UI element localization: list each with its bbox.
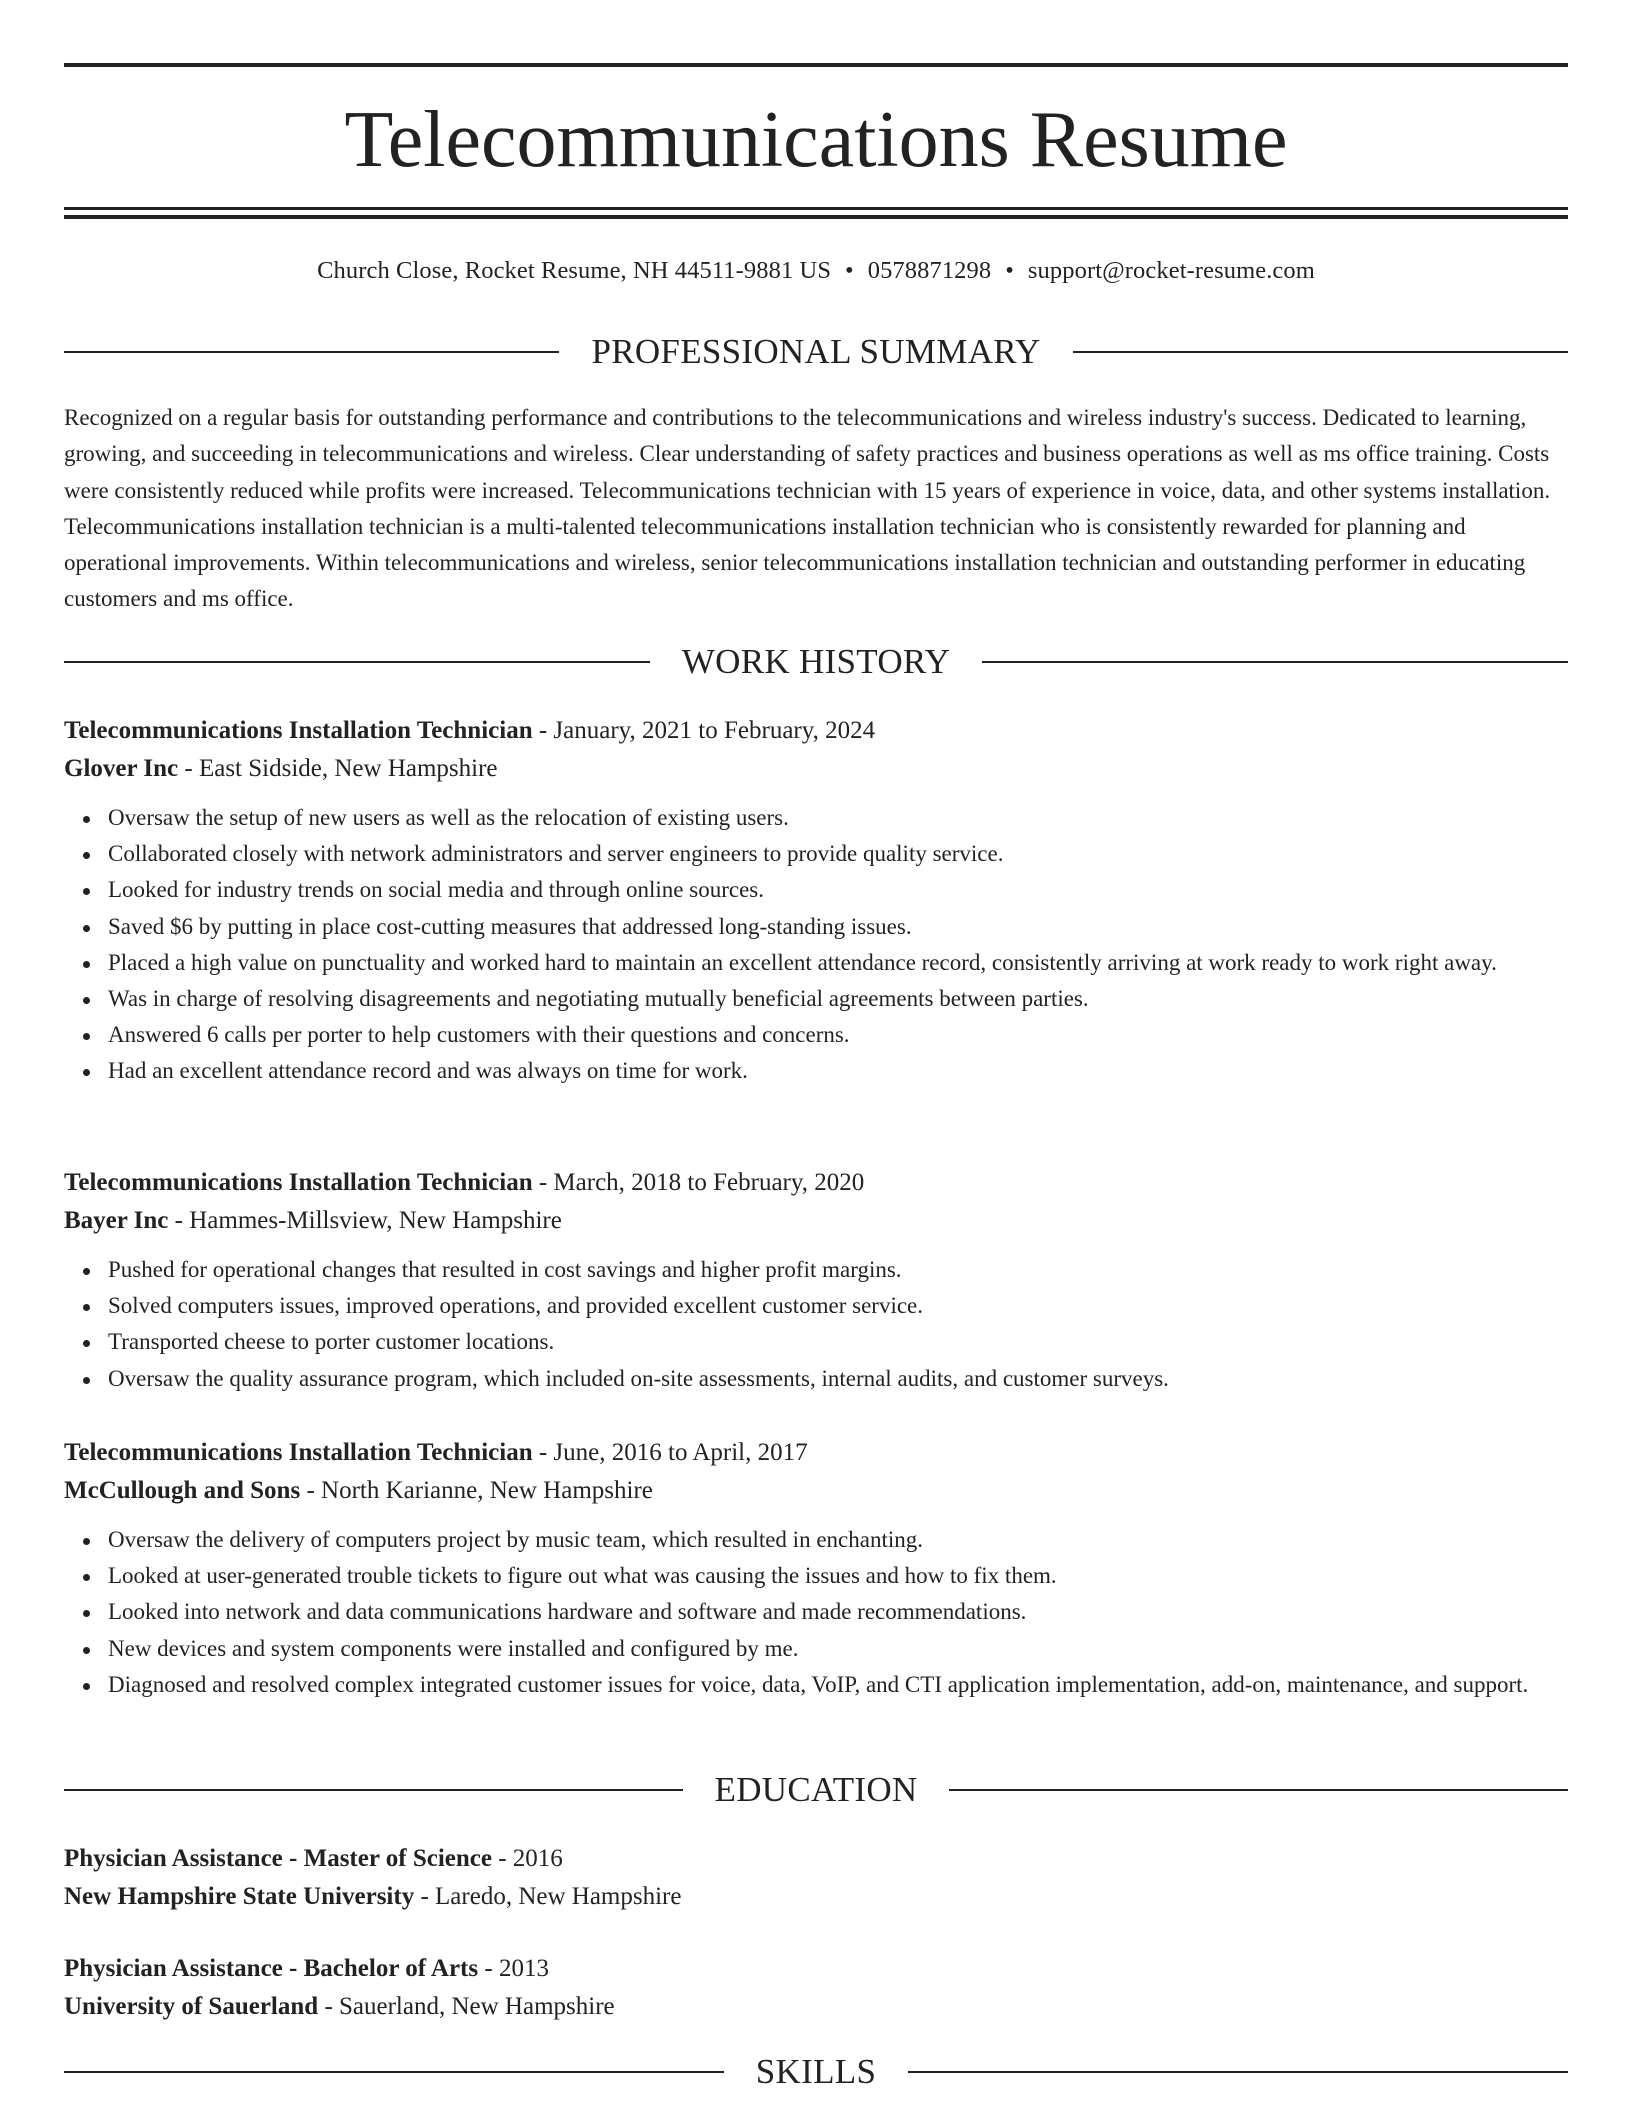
section-title: SKILLS [755, 2052, 877, 2091]
list-item: Oversaw the setup of new users as well as the relocation of existing users. [108, 800, 1568, 836]
list-item: Diagnosed and resolved complex integrated customer issues for voice, data, VoIP, and CTI application implementation, add-on, maintenance, and support. [108, 1667, 1568, 1703]
section-title: EDUCATION [714, 1770, 918, 1809]
contact-phone: 0578871298 [867, 257, 992, 284]
section-rule [64, 1789, 683, 1791]
education-degree-row [64, 1840, 1568, 1878]
job-company: Glover Inc [64, 755, 179, 782]
education-entry [64, 1840, 1568, 1916]
list-item: Looked at user-generated trouble tickets to figure out what was causing the issues and how to fix them. [108, 1558, 1568, 1594]
dash: - [300, 1477, 322, 1504]
list-item: Oversaw the quality assurance program, which included on-site assessments, internal audits, and customer surveys. [108, 1361, 1568, 1397]
job-dates: March, 2018 to February, 2020 [553, 1169, 865, 1196]
job-entry [64, 712, 1568, 1090]
dash: - [532, 1439, 554, 1466]
job-dates: June, 2016 to April, 2017 [553, 1439, 808, 1466]
dash: - [532, 1169, 554, 1196]
job-bullets [64, 800, 1568, 1090]
job-bullets [64, 1522, 1568, 1703]
summary-text: Recognized on a regular basis for outstanding performance and contributions to the telecommunications and wireless industry's success. Dedicated to learning, growing, and succeeding in telecommunications and wireless. Clear understanding of safety practices and business operations as well as ms office training. Costs were consistently reduced while profits were increased. Telecommunications technician with 15 years of experience in voice, data, and other systems installation. Telecommunications installation technician is a multi-talented telecommunications installation technician who is consistently rewarded for planning and operational improvements. Within telecommunications and wireless, senior telecommunications installation technician and outstanding performer in educating customers and ms office. [64, 405, 1551, 612]
education-degree-row [64, 1950, 1568, 1988]
list-item: Looked into network and data communications hardware and software and made recommendations. [108, 1594, 1568, 1630]
section-rule [949, 1789, 1568, 1791]
list-item: Collaborated closely with network administrators and server engineers to provide quality service. [108, 836, 1568, 872]
job-location: North Karianne, New Hampshire [321, 1477, 653, 1504]
section-rule [1073, 351, 1568, 353]
dash: - [478, 1955, 499, 1982]
list-item: Saved $6 by putting in place cost-cutting measures that addressed long-standing issues. [108, 909, 1568, 945]
job-title-row [64, 1434, 1568, 1472]
section-header-skills [64, 2052, 1568, 2092]
job-title-row [64, 1164, 1568, 1202]
section-rule [64, 2071, 724, 2073]
contact-email[interactable]: support@rocket-resume.com [1027, 257, 1315, 284]
contact-separator: • [845, 257, 854, 284]
list-item: Pushed for operational changes that resulted in cost savings and higher profit margins. [108, 1252, 1568, 1288]
job-bullets [64, 1252, 1568, 1397]
list-item: Oversaw the delivery of computers project by music team, which resulted in enchanting. [108, 1522, 1568, 1558]
list-item: Answered 6 calls per porter to help customers with their questions and concerns. [108, 1017, 1568, 1053]
education-school: New Hampshire State University [64, 1883, 415, 1910]
job-location: Hammes-Millsview, New Hampshire [189, 1207, 562, 1234]
contact-address: Church Close, Rocket Resume, NH 44511-9881 US [317, 257, 832, 284]
section-title: PROFESSIONAL SUMMARY [591, 332, 1041, 371]
job-company-row [64, 1472, 1568, 1510]
education-year: 2013 [498, 1955, 549, 1982]
section-header-work-history [64, 642, 1568, 682]
dash: - [178, 755, 199, 782]
job-company-row [64, 1202, 1568, 1240]
education-school-row [64, 1878, 1568, 1916]
job-company: Bayer Inc [64, 1207, 169, 1234]
section-header-education [64, 1770, 1568, 1810]
dash: - [491, 1845, 513, 1872]
list-item: Looked for industry trends on social media and through online sources. [108, 872, 1568, 908]
dash: - [414, 1883, 436, 1910]
section-rule [908, 2071, 1568, 2073]
section-rule [64, 351, 559, 353]
job-title: Telecommunications Installation Technician [64, 717, 533, 744]
education-year: 2016 [512, 1845, 563, 1872]
job-entry [64, 1164, 1568, 1397]
list-item: New devices and system components were installed and configured by me. [108, 1631, 1568, 1667]
job-company: McCullough and Sons [64, 1477, 301, 1504]
dash: - [532, 717, 554, 744]
education-school: University of Sauerland [64, 1993, 319, 2020]
list-item: Had an excellent attendance record and was always on time for work. [108, 1053, 1568, 1089]
section-title: WORK HISTORY [681, 642, 951, 681]
section-rule [982, 661, 1568, 663]
education-school-row [64, 1988, 1568, 2026]
dash: - [168, 1207, 190, 1234]
list-item: Placed a high value on punctuality and worked hard to maintain an excellent attendance record, consistently arriving at work ready to work right away. [108, 945, 1568, 981]
list-item: Solved computers issues, improved operations, and provided excellent customer service. [108, 1288, 1568, 1324]
section-header-summary [64, 332, 1568, 372]
education-location: Laredo, New Hampshire [435, 1883, 682, 1910]
job-location: East Sidside, New Hampshire [198, 755, 498, 782]
job-company-row [64, 750, 1568, 788]
education-degree: Physician Assistance - Master of Science [64, 1845, 492, 1872]
education-location: Sauerland, New Hampshire [339, 1993, 615, 2020]
education-degree: Physician Assistance - Bachelor of Arts [64, 1955, 479, 1982]
dash: - [318, 1993, 340, 2020]
education-entry [64, 1950, 1568, 2026]
list-item: Transported cheese to porter customer locations. [108, 1324, 1568, 1360]
list-item: Was in charge of resolving disagreements and negotiating mutually beneficial agreements between parties. [108, 981, 1568, 1017]
top-rule [64, 63, 1568, 67]
section-rule [64, 661, 650, 663]
contact-line [64, 254, 1568, 288]
job-entry [64, 1434, 1568, 1703]
job-title: Telecommunications Installation Technician [64, 1169, 533, 1196]
title-double-rule [64, 207, 1568, 219]
resume-title: Telecommunications Resume [344, 96, 1288, 184]
job-title-row [64, 712, 1568, 750]
job-title: Telecommunications Installation Technician [64, 1439, 533, 1466]
contact-separator: • [1005, 257, 1014, 284]
job-dates: January, 2021 to February, 2024 [553, 717, 876, 744]
